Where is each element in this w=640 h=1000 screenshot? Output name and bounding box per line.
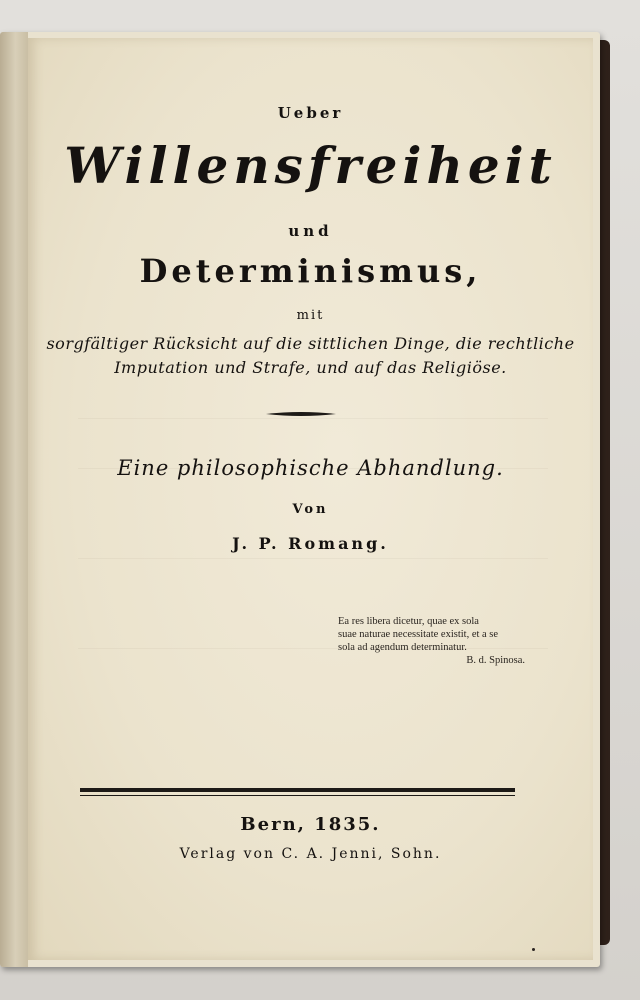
subtitle-line-2: Imputation und Strafe, und auf das Religiöse. — [114, 358, 507, 377]
ornament-divider — [266, 410, 336, 418]
epigraph-line: suae naturae necessitate existit, et a se — [338, 629, 499, 640]
subtitle-line-1: sorgfältiger Rücksicht auf die sittlichen Dinge, die rechtliche — [46, 334, 575, 353]
subtitle-mit: mit — [296, 308, 325, 323]
second-title: Determinismus, — [139, 252, 482, 290]
epigraph-attribution: B. d. Spinosa. — [466, 655, 525, 666]
bleed-through-line — [78, 418, 548, 419]
epigraph — [338, 615, 533, 667]
title-conjunction: und — [288, 222, 333, 240]
place-and-year: Bern, 1835. — [240, 814, 381, 835]
treatise-line: Eine philosophische Abhandlung. — [117, 456, 504, 480]
pre-title: Ueber — [277, 104, 344, 122]
main-title: Willensfreiheit — [64, 136, 557, 195]
epigraph-line: sola ad agendum determinatur. — [338, 642, 467, 653]
double-rule-thin — [80, 795, 515, 796]
double-rule-thick — [80, 788, 515, 792]
author-name: J. P. Romang. — [232, 534, 389, 553]
by-line: Von — [292, 502, 329, 517]
title-page — [28, 38, 593, 960]
epigraph-line: Ea res libera dicetur, quae ex sola — [338, 616, 479, 627]
publisher-line: Verlag von C. A. Jenni, Sohn. — [179, 846, 442, 862]
bleed-through-line — [78, 558, 548, 559]
book-gutter — [0, 32, 28, 967]
paper-speck — [532, 948, 535, 951]
